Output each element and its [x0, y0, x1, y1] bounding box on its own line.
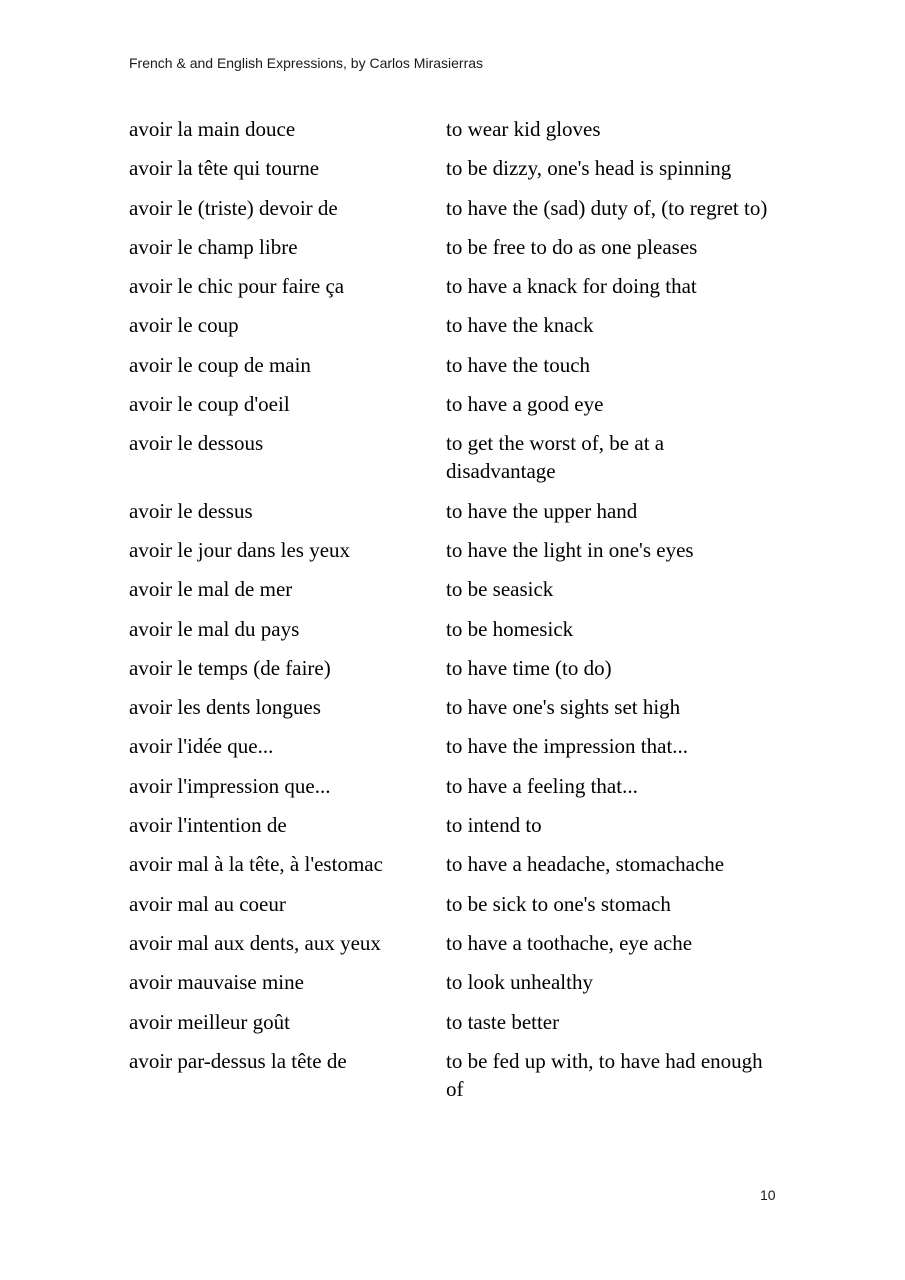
- english-translation: to taste better: [446, 1009, 560, 1034]
- english-translation: to intend to: [446, 813, 542, 838]
- english-translation: to have a toothache, eye ache: [446, 930, 693, 955]
- english-translation: to have the light in one's eyes: [446, 537, 694, 562]
- expression-row: [129, 890, 789, 918]
- expression-row: [129, 575, 789, 603]
- expression-row: [129, 429, 789, 485]
- english-translation: to get the worst of, be at a disadvantage: [446, 431, 665, 484]
- english-translation: to have a good eye: [446, 392, 604, 417]
- expression-row: [129, 272, 789, 300]
- french-expression: avoir le dessous: [129, 431, 264, 456]
- expression-row: [129, 1008, 789, 1036]
- french-expression: avoir le mal du pays: [129, 616, 300, 641]
- french-expression: avoir mauvaise mine: [129, 970, 304, 995]
- expression-list: [129, 115, 789, 1114]
- english-translation: to have the knack: [446, 313, 594, 338]
- expression-row: [129, 154, 789, 182]
- english-translation: to have the impression that...: [446, 734, 689, 759]
- french-expression: avoir l'intention de: [129, 813, 287, 838]
- french-expression: avoir le temps (de faire): [129, 655, 331, 680]
- expression-row: [129, 194, 789, 222]
- expression-row: [129, 968, 789, 996]
- french-expression: avoir le coup de main: [129, 352, 311, 377]
- expression-row: [129, 850, 789, 878]
- english-translation: to have a knack for doing that: [446, 274, 697, 299]
- expression-row: [129, 115, 789, 143]
- page-header-title: French & and English Expressions, by Carlos Mirasierras: [129, 55, 484, 71]
- french-expression: avoir meilleur goût: [129, 1009, 290, 1034]
- french-expression: avoir la tête qui tourne: [129, 156, 320, 181]
- english-translation: to look unhealthy: [446, 970, 593, 995]
- french-expression: avoir le chic pour faire ça: [129, 274, 345, 299]
- english-translation: to be fed up with, to have had enough of: [446, 1048, 763, 1101]
- expression-row: [129, 693, 789, 721]
- english-translation: to be homesick: [446, 616, 574, 641]
- french-expression: avoir le coup: [129, 313, 239, 338]
- expression-row: [129, 1047, 789, 1103]
- french-expression: avoir l'idée que...: [129, 734, 274, 759]
- expression-row: [129, 772, 789, 800]
- french-expression: avoir par-dessus la tête de: [129, 1048, 347, 1073]
- english-translation: to have the touch: [446, 352, 591, 377]
- english-translation: to have time (to do): [446, 655, 612, 680]
- french-expression: avoir le coup d'oeil: [129, 392, 290, 417]
- english-translation: to be dizzy, one's head is spinning: [446, 156, 732, 181]
- english-translation: to have a feeling that...: [446, 773, 638, 798]
- english-translation: to wear kid gloves: [446, 117, 601, 141]
- expression-row: [129, 929, 789, 957]
- french-expression: avoir mal aux dents, aux yeux: [129, 930, 381, 955]
- french-expression: avoir le champ libre: [129, 234, 298, 259]
- page-number: 10: [760, 1187, 776, 1203]
- expression-row: [129, 732, 789, 760]
- expression-row: [129, 497, 789, 525]
- french-expression: avoir les dents longues: [129, 695, 321, 720]
- french-expression: avoir mal au coeur: [129, 891, 286, 916]
- expression-row: [129, 390, 789, 418]
- french-expression: avoir la main douce: [129, 117, 296, 141]
- expression-row: [129, 615, 789, 643]
- french-expression: avoir mal à la tête, à l'estomac: [129, 852, 383, 877]
- french-expression: avoir le jour dans les yeux: [129, 537, 351, 562]
- english-translation: to have one's sights set high: [446, 695, 681, 720]
- expression-row: [129, 311, 789, 339]
- french-expression: avoir le mal de mer: [129, 577, 293, 602]
- english-translation: to have the (sad) duty of, (to regret to): [446, 195, 768, 220]
- english-translation: to be seasick: [446, 577, 554, 602]
- english-translation: to be free to do as one pleases: [446, 234, 698, 259]
- expression-row: [129, 654, 789, 682]
- expression-row: [129, 351, 789, 379]
- english-translation: to be sick to one's stomach: [446, 891, 671, 916]
- expression-row: [129, 536, 789, 564]
- english-translation: to have a headache, stomachache: [446, 852, 725, 877]
- french-expression: avoir le (triste) devoir de: [129, 195, 338, 220]
- expression-row: [129, 811, 789, 839]
- french-expression: avoir l'impression que...: [129, 773, 331, 798]
- french-expression: avoir le dessus: [129, 498, 253, 523]
- english-translation: to have the upper hand: [446, 498, 638, 523]
- expression-row: [129, 233, 789, 261]
